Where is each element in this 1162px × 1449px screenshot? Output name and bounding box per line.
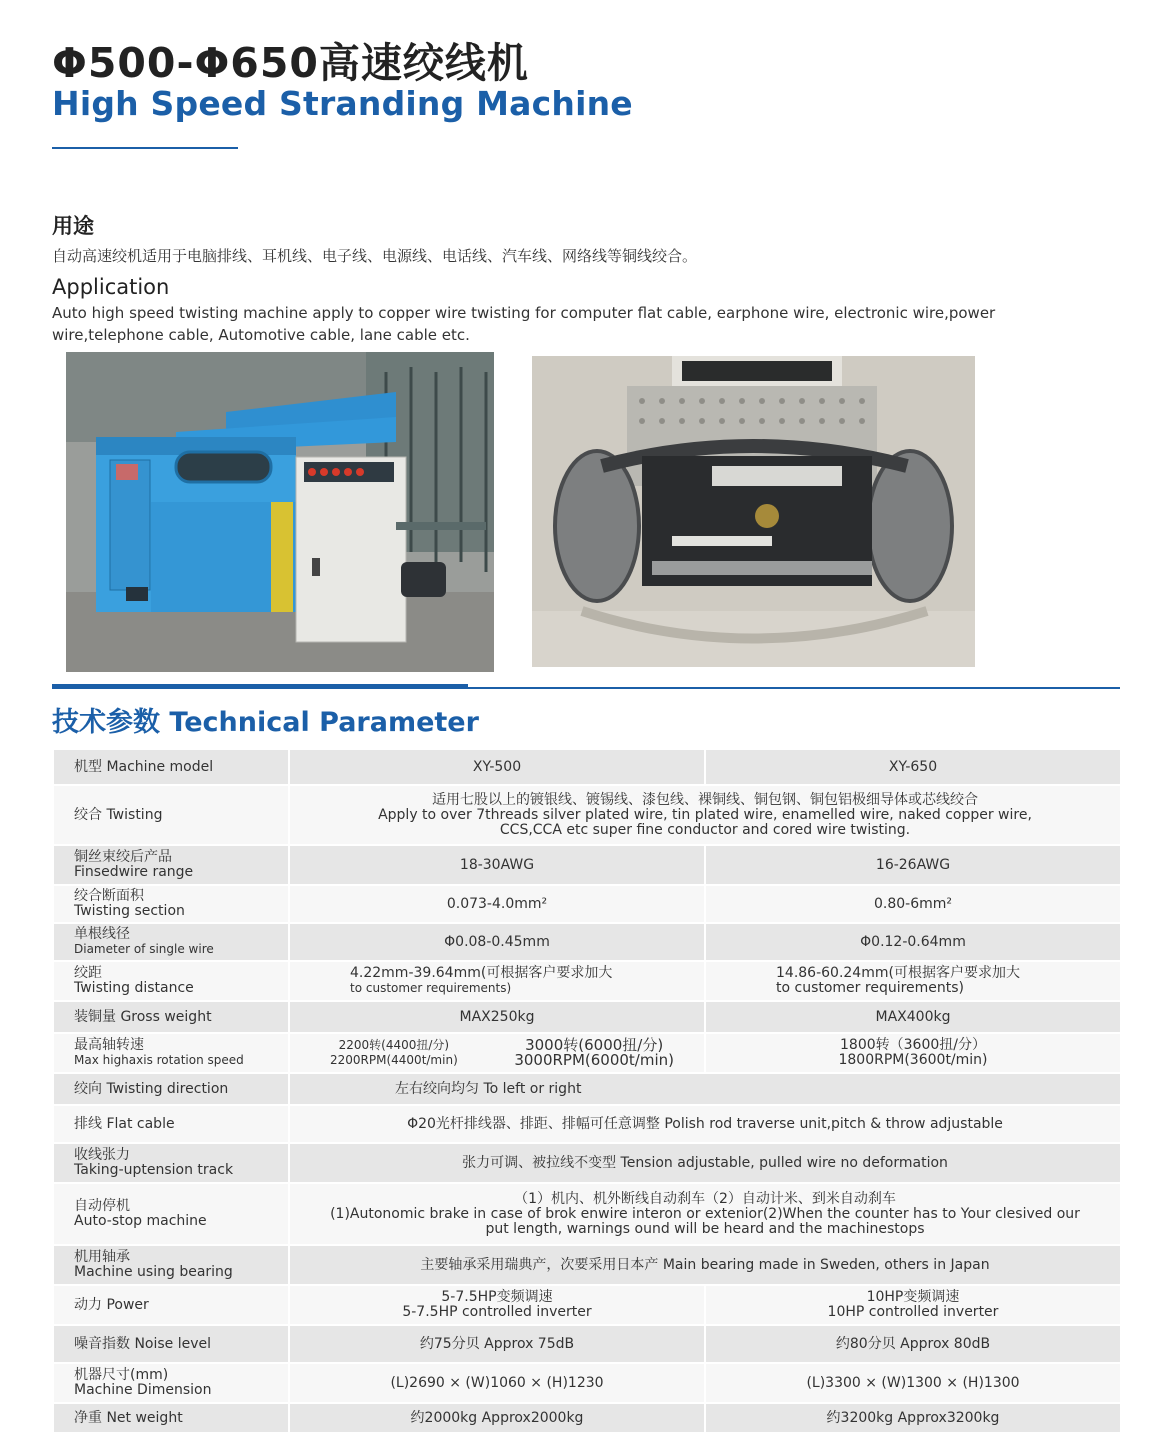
value-xy500: 4.22mm-39.64mm(可根据客户要求加大 to customer requirements) [289,961,705,1001]
table-row [53,1073,1121,1105]
row-label: 绞距 Twisting distance [53,961,289,1001]
value-shared: 左右绞向均匀 To left or right [289,1073,1121,1105]
value-xy500: 0.073-4.0mm² [289,885,705,923]
row-label: 动力 Power [53,1285,289,1325]
value-xy650: MAX400kg [705,1001,1121,1033]
row-label: 净重 Net weight [53,1403,289,1433]
value-xy500: 2200转(4400扭/分) 2200RPM(4400t/min) 3000转(6000扭/分) 3000RPM(6000t/min) [289,1033,705,1073]
value-xy500: 约75分贝 Approx 75dB [289,1325,705,1363]
page-title-cn: Φ500-Φ650高速绞线机 [52,39,529,87]
table-row [53,1033,1121,1073]
title-underline [52,147,238,149]
value-xy650: 0.80-6mm² [705,885,1121,923]
value-xy500: 约2000kg Approx2000kg [289,1403,705,1433]
row-label: 噪音指数 Noise level [53,1325,289,1363]
machine-exterior-photo [66,352,494,672]
value-xy650: 约80分贝 Approx 80dB [705,1325,1121,1363]
row-label: 装铜量 Gross weight [53,1001,289,1033]
page-title-en: High Speed Stranding Machine [52,84,633,123]
value-xy650: Φ0.12-0.64mm [705,923,1121,961]
value-xy500: MAX250kg [289,1001,705,1033]
value-xy500: 18-30AWG [289,845,705,885]
value-shared: 张力可调、被拉线不变型 Tension adjustable, pulled wire no deformation [289,1143,1121,1183]
value-xy500: XY-500 [289,749,705,785]
spec-table [52,748,1122,1434]
table-row [53,1105,1121,1143]
table-row [53,1325,1121,1363]
table-row [53,749,1121,785]
table-row [53,785,1121,845]
value-xy500: 5-7.5HP变频调速 5-7.5HP controlled inverter [289,1285,705,1325]
application-text-cn: 自动高速绞机适用于电脑排线、耳机线、电子线、电源线、电话线、汽车线、网络线等铜线绞合。 [52,247,698,265]
table-row [53,1183,1121,1245]
value-xy650: 1800转（3600扭/分） 1800RPM(3600t/min) [705,1033,1121,1073]
value-shared: 主要轴承采用瑞典产，次要采用日本产 Main bearing made in Sweden, others in Japan [289,1245,1121,1285]
technical-parameter-title: 技术参数 Technical Parameter [52,707,479,738]
table-row [53,923,1121,961]
table-row [53,1403,1121,1433]
table-row [53,1001,1121,1033]
section-divider-accent [52,684,468,689]
application-heading-cn: 用途 [52,214,94,238]
row-label: 绞向 Twisting direction [53,1073,289,1105]
table-row [53,1245,1121,1285]
row-label: 自动停机 Auto-stop machine [53,1183,289,1245]
row-label: 机型 Machine model [53,749,289,785]
table-row [53,1285,1121,1325]
table-row [53,961,1121,1001]
row-label: 铜丝束绞后产品 Finsedwire range [53,845,289,885]
value-xy650: 约3200kg Approx3200kg [705,1403,1121,1433]
row-label: 机器尺寸(mm) Machine Dimension [53,1363,289,1403]
row-label: 收线张力 Taking-uptension track [53,1143,289,1183]
value-xy650: 10HP变频调速 10HP controlled inverter [705,1285,1121,1325]
value-xy500: (L)2690 × (W)1060 × (H)1230 [289,1363,705,1403]
table-row [53,885,1121,923]
value-shared: 适用七股以上的镀银线、镀锡线、漆包线、裸铜线、铜包钢、铜包铝极细导体或芯线绞合 Apply to over 7threads silver plated wire, tin plated wire, enamelled wire, naked copper wire, CCS,CCA etc super fine conductor and cored wire twisting. [289,785,1121,845]
value-xy650: 16-26AWG [705,845,1121,885]
table-row [53,1143,1121,1183]
row-label: 机用轴承 Machine using bearing [53,1245,289,1285]
row-label: 单根线径 Diameter of single wire [53,923,289,961]
table-row [53,845,1121,885]
row-label: 最高轴转速 Max highaxis rotation speed [53,1033,289,1073]
application-text-en: Auto high speed twisting machine apply to copper wire twisting for computer flat cable, earphone wire, electronic wire,power wire,telephone cable, Automotive cable, lane cable etc. [52,304,996,344]
machine-interior-photo [532,356,975,667]
value-shared: Φ20光杆排线器、排距、排幅可任意调整 Polish rod traverse unit,pitch & throw adjustable [289,1105,1121,1143]
value-xy650: 14.86-60.24mm(可根据客户要求加大 to customer requirements) [705,961,1121,1001]
row-label: 排线 Flat cable [53,1105,289,1143]
row-label: 绞合断面积 Twisting section [53,885,289,923]
value-shared: （1）机内、机外断线自动刹车（2）自动计米、到米自动刹车 (1)Autonomic brake in case of brok enwire interon or extenior(2)When the counter has to Your clesived our put length, warnings ound will be heard and the machinestops [289,1183,1121,1245]
value-xy500: Φ0.08-0.45mm [289,923,705,961]
application-heading-en: Application [52,275,170,299]
value-xy650: XY-650 [705,749,1121,785]
value-xy650: (L)3300 × (W)1300 × (H)1300 [705,1363,1121,1403]
row-label: 绞合 Twisting [53,785,289,845]
table-row [53,1363,1121,1403]
